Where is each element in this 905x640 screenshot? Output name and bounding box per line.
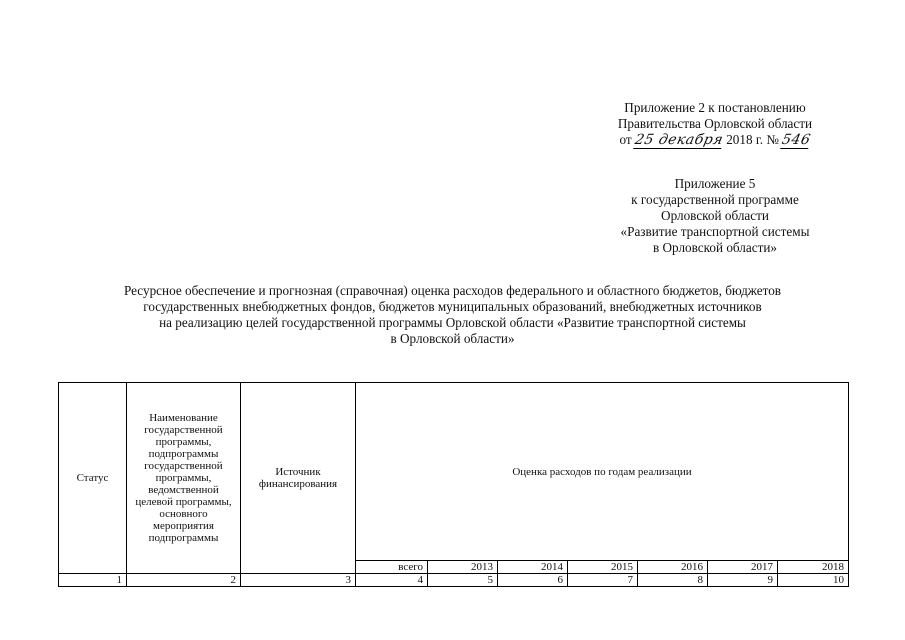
col-number-5: 5 [428, 574, 498, 587]
appendix-5-block [590, 176, 840, 256]
col-number-9: 9 [708, 574, 778, 587]
header-expense-estimate: Оценка расходов по годам реализации [356, 383, 849, 561]
table-header-row [59, 383, 849, 561]
col-number-1: 1 [59, 574, 127, 587]
appendix-2-block [560, 100, 870, 149]
funding-table [58, 382, 849, 587]
appendix-5-line-2: к государственной программе [631, 192, 799, 207]
header-status: Статус [59, 383, 127, 574]
col-number-4: 4 [356, 574, 428, 587]
year-col-2014: 2014 [498, 561, 568, 574]
title-line-3: на реализацию целей государственной программы Орловской области «Развитие транспортной системы [159, 315, 746, 330]
appendix-2-year: 2018 г. № [726, 132, 779, 147]
col-number-3: 3 [241, 574, 356, 587]
col-number-8: 8 [638, 574, 708, 587]
col-number-10: 10 [778, 574, 849, 587]
table-numbering-row [59, 574, 849, 587]
appendix-5-line-3: Орловской области [661, 208, 769, 223]
col-number-2: 2 [127, 574, 241, 587]
year-col-2015: 2015 [568, 561, 638, 574]
appendix-5-line-1: Приложение 5 [674, 176, 756, 191]
title-line-2: государственных внебюджетных фондов, бюджетов муниципальных образований, внебюджетных источников [143, 299, 762, 314]
appendix-2-from-label: от [619, 132, 632, 147]
year-col-2016: 2016 [638, 561, 708, 574]
title-line-4: в Орловской области» [390, 331, 515, 346]
handwritten-number: 546 [780, 132, 813, 148]
col-number-6: 6 [498, 574, 568, 587]
handwritten-date: 25 декабря [633, 132, 725, 148]
title-line-1: Ресурсное обеспечение и прогнозная (справочная) оценка расходов федерального и областного бюджетов, бюджетов [123, 283, 782, 298]
appendix-5-line-5: в Орловской области» [652, 240, 777, 255]
header-funding-source: Источник финансирования [241, 383, 356, 574]
year-col-2018: 2018 [778, 561, 849, 574]
header-program-name: Наименование государственной программы, подпрограммы государственной программы, ведомственной целевой программы, основного мероприятия подпрограммы [127, 383, 241, 574]
appendix-2-line-1: Приложение 2 к постановлению [624, 100, 806, 115]
appendix-5-line-4: «Развитие транспортной системы [620, 224, 810, 239]
appendix-2-line-3 [560, 132, 870, 149]
document-title [30, 283, 875, 347]
year-col-2017: 2017 [708, 561, 778, 574]
col-number-7: 7 [568, 574, 638, 587]
appendix-2-line-2: Правительства Орловской области [617, 116, 813, 131]
year-col-2013: 2013 [428, 561, 498, 574]
year-col-total: всего [356, 561, 428, 574]
